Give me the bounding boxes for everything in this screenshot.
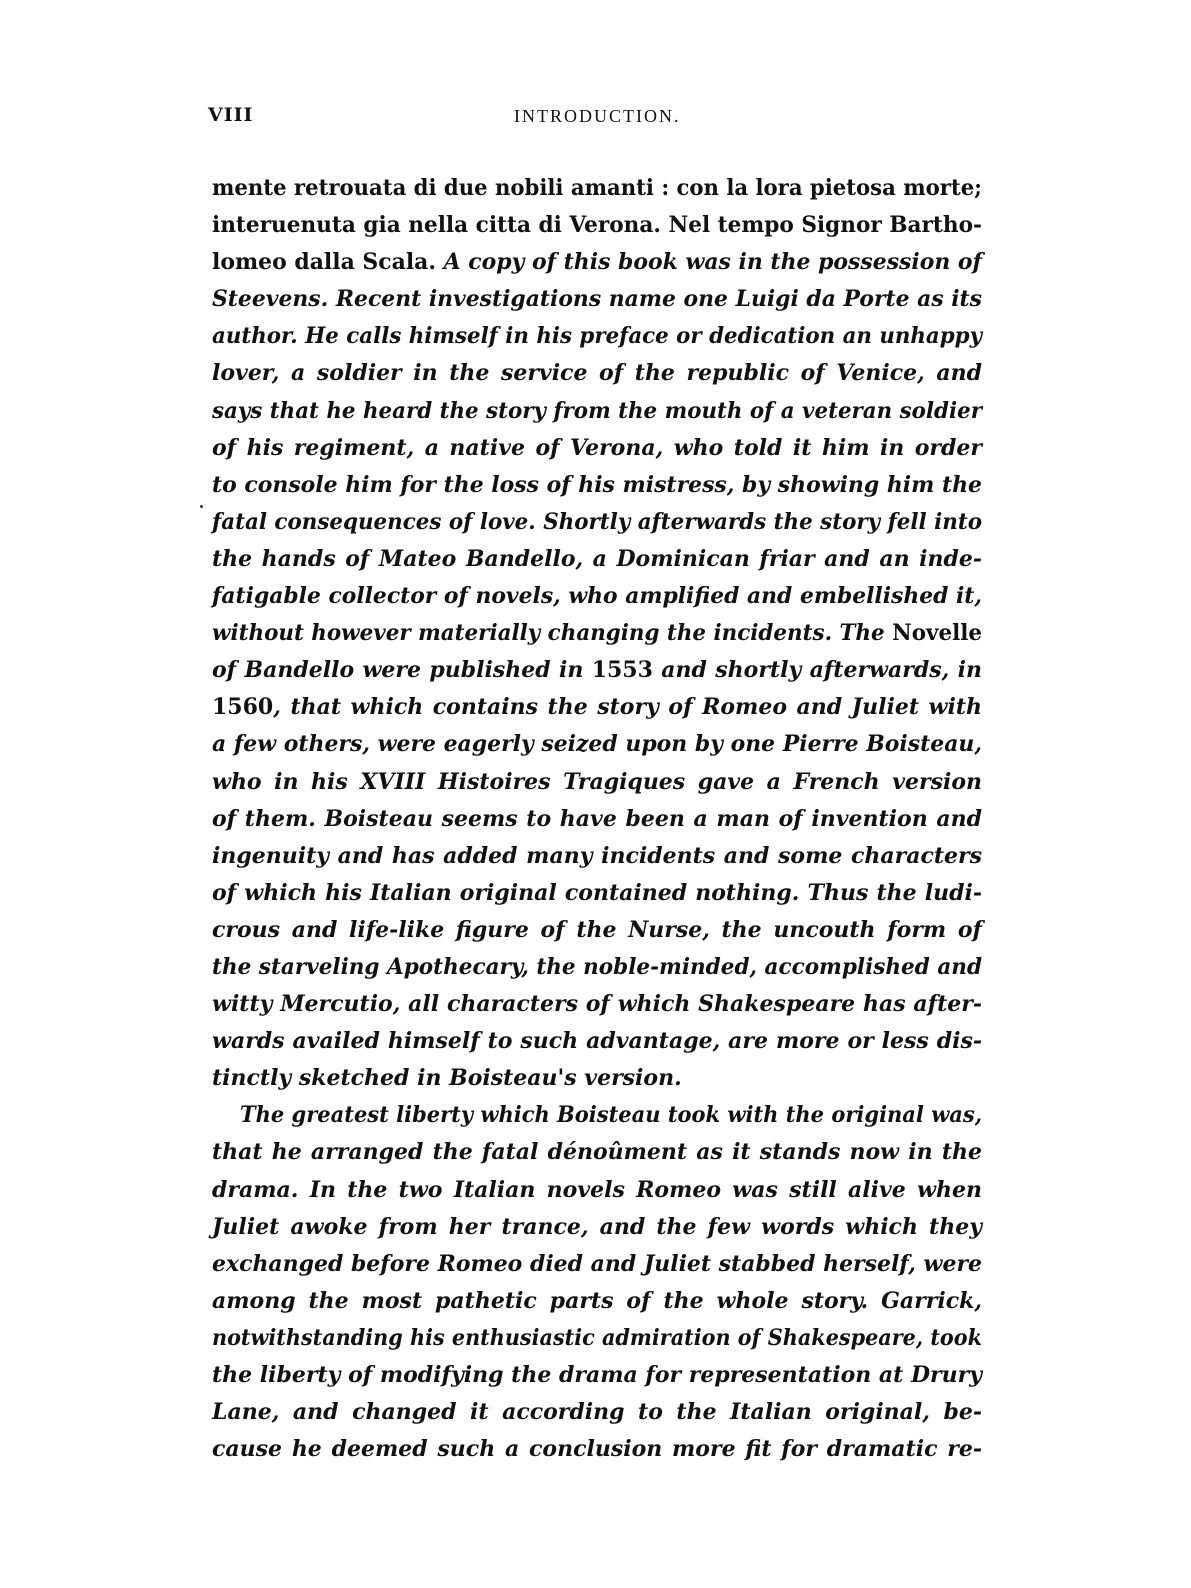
italic-run: The greatest liberty which Boisteau took with the original was, bbox=[240, 1102, 982, 1129]
text-line bbox=[212, 393, 982, 430]
stray-ink-mark bbox=[200, 505, 203, 508]
italic-run: cause he deemed such a conclusion more fit for dramatic re- bbox=[212, 1436, 982, 1463]
italic-run: who in his XVIII Histoires Tragiques gave a French version bbox=[212, 768, 982, 795]
text-line bbox=[212, 1283, 982, 1320]
italic-run: notwithstanding his enthusiastic admiration of Shakespeare, took bbox=[212, 1324, 982, 1351]
text-line bbox=[212, 244, 982, 281]
italic-run: drama. In the two Italian novels Romeo was still alive when bbox=[212, 1176, 982, 1203]
italic-run: the hands of Mateo Bandello, a Dominican friar and an inde- bbox=[212, 545, 982, 572]
text-line bbox=[212, 1320, 982, 1357]
italic-run: of Bandello were published in bbox=[212, 657, 592, 684]
page-number: VIII bbox=[208, 104, 254, 126]
italic-run: fatigable collector of novels, who amplified and embellished it, bbox=[212, 583, 982, 610]
text-line bbox=[212, 1431, 982, 1468]
text-line bbox=[212, 318, 982, 355]
text-line bbox=[212, 1134, 982, 1171]
roman-run: mente retrouata di due nobili amanti : con la lora pietosa morte; bbox=[212, 175, 982, 201]
text-line bbox=[212, 541, 982, 578]
italic-run: witty Mercutio, all characters of which Shakespeare has after- bbox=[212, 991, 982, 1018]
body-text bbox=[212, 170, 982, 1468]
text-line bbox=[212, 652, 982, 689]
italic-run: the starveling Apothecary, the noble-minded, accomplished and bbox=[212, 953, 982, 980]
roman-run: 1560 bbox=[212, 694, 274, 721]
roman-run: 1553 bbox=[591, 657, 653, 684]
italic-run: tinctly sketched in Boisteau's version. bbox=[212, 1065, 682, 1092]
page-header bbox=[208, 104, 978, 132]
text-line bbox=[212, 1209, 982, 1246]
text-line bbox=[212, 1394, 982, 1431]
italic-run: and shortly afterwards, in bbox=[652, 657, 982, 684]
text-line bbox=[212, 355, 982, 392]
text-line bbox=[212, 578, 982, 615]
italic-run: crous and life-like figure of the Nurse, the uncouth form of bbox=[212, 916, 982, 943]
text-line bbox=[212, 207, 982, 244]
text-line bbox=[212, 281, 982, 318]
text-line bbox=[212, 1357, 982, 1394]
text-line bbox=[212, 170, 982, 207]
text-line bbox=[212, 689, 982, 726]
text-line bbox=[212, 838, 982, 875]
text-line bbox=[212, 1246, 982, 1283]
text-line bbox=[212, 801, 982, 838]
text-line bbox=[212, 1023, 982, 1060]
italic-run: says that he heard the story from the mouth of a veteran soldier bbox=[212, 397, 982, 424]
text-line bbox=[212, 986, 982, 1023]
roman-run: interuenuta gia nella citta di Verona. Nel tempo Signor Bartho- bbox=[212, 212, 982, 239]
roman-run: Novelle bbox=[892, 620, 982, 647]
italic-run: the liberty of modifying the drama for representation at Drury bbox=[212, 1362, 982, 1388]
italic-run: exchanged before Romeo died and Juliet stabbed herself, were bbox=[212, 1250, 982, 1277]
text-line bbox=[212, 615, 982, 652]
text-line bbox=[212, 912, 982, 949]
text-line bbox=[212, 764, 982, 801]
italic-run: of his regiment, a native of Verona, who told it him in order bbox=[212, 434, 982, 461]
italic-run: among the most pathetic parts of the whole story. Garrick, bbox=[212, 1287, 982, 1314]
text-line bbox=[212, 1060, 982, 1097]
italic-run: Juliet awoke from her trance, and the few words which they bbox=[212, 1213, 982, 1240]
italic-run: Steevens. Recent investigations name one Luigi da Porte as its bbox=[212, 286, 982, 313]
text-line bbox=[212, 949, 982, 986]
text-line bbox=[212, 504, 982, 541]
italic-run: Lane, and changed it according to the Italian original, be- bbox=[212, 1399, 982, 1426]
text-line bbox=[212, 1172, 982, 1209]
text-line bbox=[212, 726, 982, 763]
italic-run: wards availed himself to such advantage, are more or less dis- bbox=[212, 1028, 982, 1055]
italic-run: of which his Italian original contained nothing. Thus the ludi- bbox=[212, 879, 982, 906]
italic-run: , that which contains the story of Romeo and Juliet with bbox=[273, 694, 982, 721]
running-head: INTRODUCTION. bbox=[514, 106, 681, 126]
roman-run: lomeo dalla Scala. bbox=[212, 249, 444, 276]
text-line bbox=[212, 875, 982, 912]
text-line bbox=[212, 467, 982, 504]
italic-run: to console him for the loss of his mistress, by showing him the bbox=[212, 471, 982, 498]
italic-run: author. He calls himself in his preface or dedication an unhappy bbox=[212, 323, 982, 350]
italic-run: of them. Boisteau seems to have been a man of invention and bbox=[212, 805, 982, 832]
text-line bbox=[212, 1097, 982, 1134]
text-line bbox=[212, 430, 982, 467]
italic-run: fatal consequences of love. Shortly afterwards the story fell into bbox=[212, 508, 982, 535]
italic-run: that he arranged the fatal dénoûment as it stands now in the bbox=[212, 1139, 982, 1166]
italic-run: a few others, were eagerly seized upon by one Pierre Boisteau, bbox=[212, 731, 982, 758]
italic-run: A copy of this book was in the possession of bbox=[443, 249, 982, 276]
italic-run: ingenuity and has added many incidents and some characters bbox=[212, 842, 982, 869]
italic-run: lover, a soldier in the service of the republic of Venice, and bbox=[212, 360, 982, 387]
italic-run: without however materially changing the incidents. The bbox=[212, 620, 893, 647]
